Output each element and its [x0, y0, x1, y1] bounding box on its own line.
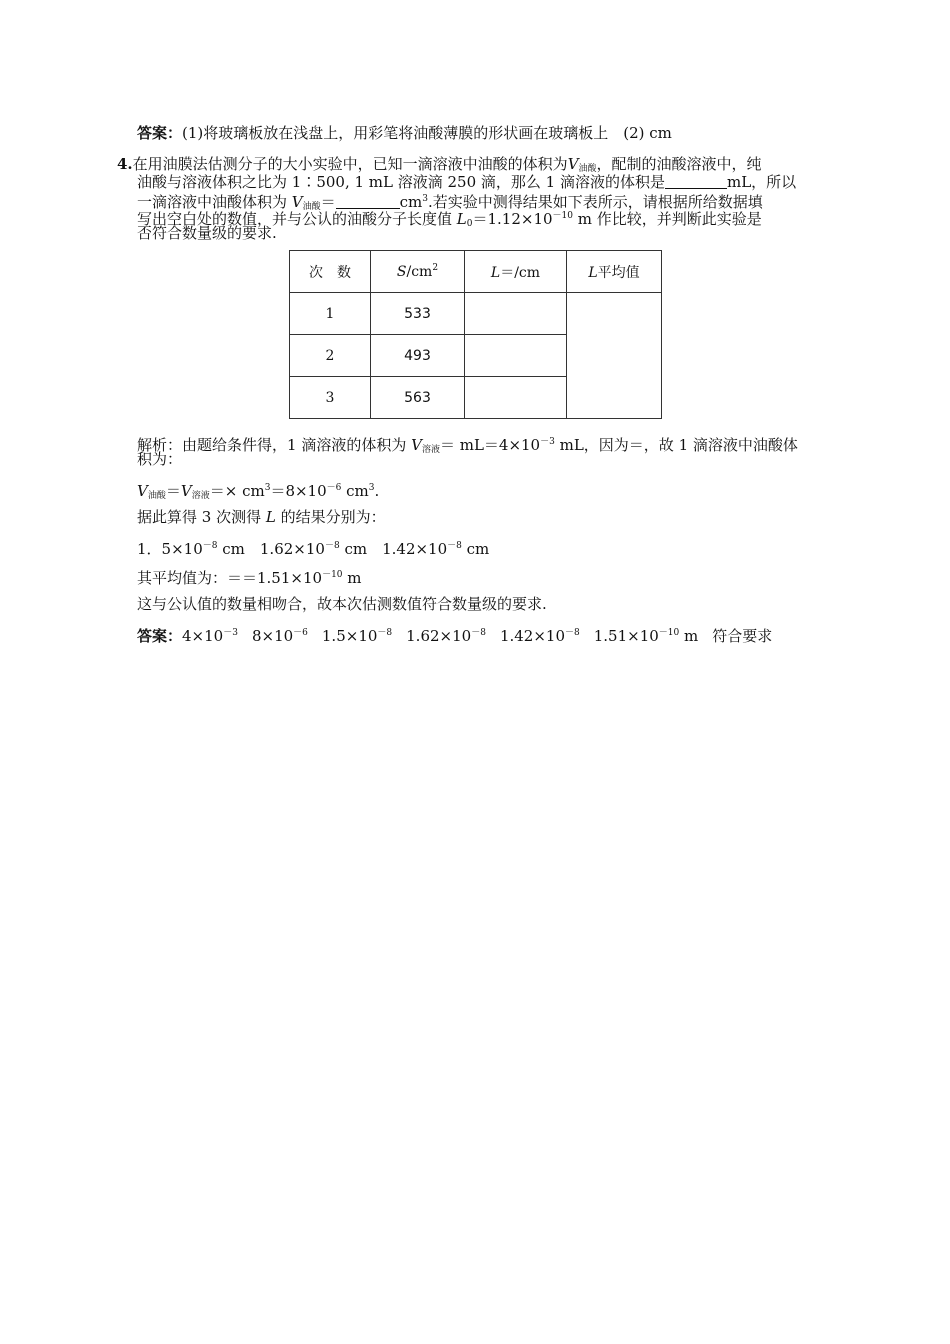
variable: V [291, 193, 303, 211]
question-number: 4. [117, 155, 133, 173]
unit: cm [217, 540, 260, 558]
answer-3-text: (1)将玻璃板放在浅盘上，用彩笔将油酸薄膜的形状画在玻璃板上 (2) cm [182, 124, 672, 142]
table-cell-area: 533 [371, 293, 465, 335]
table-cell-average[interactable] [567, 293, 662, 419]
superscript: －8 [377, 628, 393, 638]
unit: cm [339, 540, 383, 558]
table-cell-length[interactable] [465, 335, 567, 377]
analysis-text: 解析：由题给条件得，1 滴溶液的体积为 [137, 436, 412, 454]
superscript: －8 [471, 628, 486, 638]
subscript: 油酸 [147, 491, 166, 501]
superscript: 3 [368, 483, 375, 493]
table-cell-count: 3 [290, 377, 371, 419]
analysis-line-3 [137, 479, 379, 505]
variable: V [180, 482, 192, 500]
unit: cm [461, 540, 490, 558]
answer-value: 1.51×10 [593, 627, 659, 645]
variable: V [411, 436, 422, 454]
header-area [371, 251, 465, 293]
table-cell-length[interactable] [465, 293, 567, 335]
superscript: －8 [447, 541, 462, 551]
table-cell-count: 2 [290, 335, 371, 377]
analysis-text: 积为： [137, 450, 183, 468]
analysis-text: 据此算得 3 次测得 [137, 508, 266, 526]
subscript: 油酸 [578, 164, 597, 174]
answer-4 [137, 624, 772, 645]
superscript: －6 [293, 628, 308, 638]
analysis-line-5 [137, 537, 489, 558]
superscript: －3 [223, 628, 238, 638]
variable: L [265, 508, 276, 526]
question-text: ＝1.12×10 [472, 210, 553, 228]
result-value: 1.62×10 [259, 540, 325, 558]
data-table [289, 250, 662, 419]
header-area-unit: /cm [406, 264, 433, 280]
superscript: －8 [202, 541, 218, 551]
result-value: 1.42×10 [382, 540, 448, 558]
answer-conclusion: 符合要求 [712, 627, 773, 645]
analysis-text: 其平均值为：＝＝1.51×10 [137, 569, 323, 587]
subscript: 溶液 [191, 491, 210, 501]
table-cell-count: 1 [290, 293, 371, 335]
superscript: －10 [658, 628, 680, 638]
analysis-text: . [374, 482, 380, 500]
header-average-label: 平均值 [597, 264, 640, 281]
question-text: 一滴溶液中油酸体积为 [137, 193, 292, 211]
analysis-line-7 [137, 595, 547, 613]
analysis-line-6 [137, 566, 362, 587]
unit: cm [399, 193, 423, 211]
header-length [465, 251, 567, 293]
table-cell-area: 563 [371, 377, 465, 419]
answer-value: 1.5×10 [321, 627, 378, 645]
question-text: 否符合数量级的要求. [137, 224, 277, 242]
question-4-line-2 [137, 173, 796, 191]
analysis-line-4 [137, 508, 386, 526]
answer-3 [137, 124, 672, 142]
analysis-text: ＝8×10 [270, 482, 327, 500]
table-cell-area: 493 [371, 335, 465, 377]
question-text: ，配制的油酸溶液中，纯 [596, 155, 762, 173]
analysis-text: mL，因为＝，故 1 滴溶液中油酸体 [554, 436, 798, 454]
answer-blank-1[interactable] [665, 174, 727, 189]
question-text: 写出空白处的数值，并与公认的油酸分子长度值 [137, 210, 457, 228]
question-text: .若实验中测得结果如下表所示，请根据所给数据填 [428, 193, 763, 211]
subscript: 油酸 [302, 202, 321, 212]
variable: V [137, 482, 148, 500]
answer-3-prefix: 答案： [137, 124, 183, 142]
result-value: 1．5×10 [137, 540, 203, 558]
variable: L [456, 210, 467, 228]
header-length-unit: ＝/cm [500, 264, 541, 281]
variable: V [567, 155, 579, 173]
subscript: 溶液 [421, 445, 440, 455]
question-text: 在用油膜法估测分子的大小实验中，已知一滴溶液中油酸的体积为 [132, 155, 568, 173]
analysis-text: ＝× cm [209, 482, 265, 500]
superscript: 3 [264, 483, 271, 493]
question-text: m 作比较，并判断此实验是 [573, 210, 762, 228]
table-header-row [290, 251, 662, 293]
superscript: 3 [422, 194, 429, 204]
table-row [290, 293, 662, 335]
subscript: 0 [466, 219, 473, 229]
question-4-line-5 [137, 224, 277, 242]
header-length-var: L [490, 264, 501, 281]
answer-value: 8×10 [251, 627, 294, 645]
answer-4-prefix: 答案： [137, 627, 183, 645]
superscript: －10 [552, 211, 573, 221]
header-count: 次 数 [290, 251, 371, 293]
header-average-var: L [588, 264, 598, 281]
superscript: －6 [326, 483, 342, 493]
superscript: －10 [322, 570, 343, 580]
analysis-line-1 [137, 433, 798, 459]
analysis-text: 这与公认值的数量相吻合，故本次估测数值符合数量级的要求. [137, 595, 547, 613]
header-area-sup: 2 [432, 263, 439, 273]
analysis-text: cm [341, 482, 369, 500]
unit: m [679, 627, 699, 645]
question-text: ＝ [320, 193, 336, 211]
answer-value: 4×10 [182, 627, 224, 645]
superscript: －8 [324, 541, 340, 551]
question-text: 油酸与溶液体积之比为 1∶500, 1 mL 溶液滴 250 滴，那么 1 滴溶液的体积是 [137, 173, 665, 191]
analysis-text: m [342, 569, 362, 587]
answer-value: 1.42×10 [499, 627, 565, 645]
analysis-text: 的结果分别为： [275, 508, 386, 526]
analysis-text: ＝ [165, 482, 181, 500]
question-text: mL，所以 [727, 173, 797, 191]
header-average [567, 251, 662, 293]
superscript: －8 [565, 628, 580, 638]
answer-value: 1.62×10 [406, 627, 472, 645]
superscript: －3 [540, 437, 555, 447]
header-area-var: S [396, 264, 407, 280]
analysis-line-2 [137, 450, 182, 468]
analysis-text: ＝ mL＝4×10 [439, 436, 541, 454]
table-cell-length[interactable] [465, 377, 567, 419]
